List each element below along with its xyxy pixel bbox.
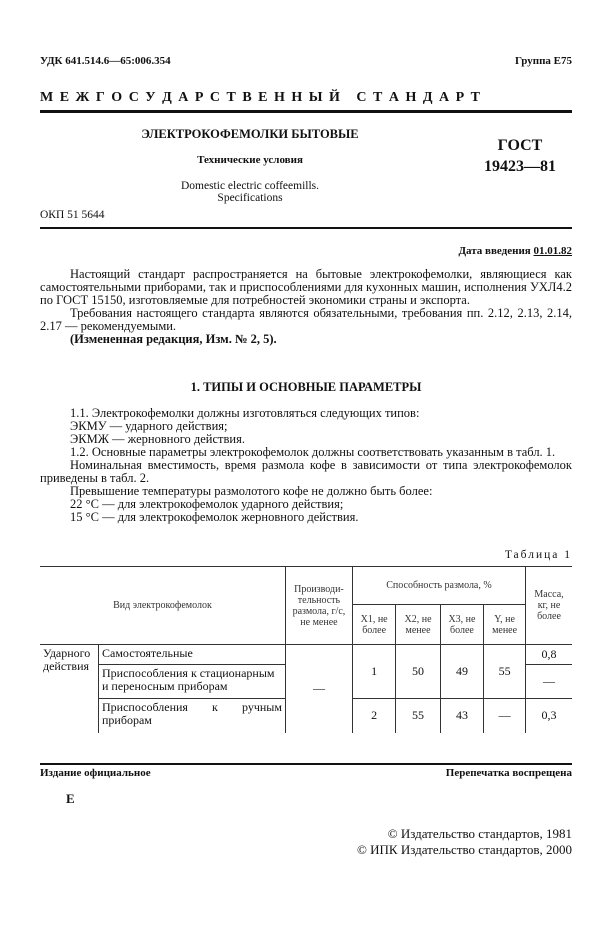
- intro-p2: Требования настоящего стандарта являются обязательными, требования пп. 2.12, 2.13, 2.14, 2.17 — рекомендуемыми.: [40, 306, 572, 333]
- en-subtitle: Specifications: [217, 192, 283, 204]
- effective-date: [458, 245, 572, 257]
- th-x3: X3, не более: [440, 605, 483, 645]
- text-line: 1.1. Электрокофемолки должны изготовляться следующих типов:: [70, 406, 420, 420]
- gost-number: 19423—81: [484, 158, 556, 175]
- th-x2: X2, не менее: [396, 605, 441, 645]
- copyright-1981: © Издательство стандартов, 1981: [387, 826, 572, 841]
- doc-subtitle: Технические условия: [197, 154, 303, 166]
- divider: [40, 763, 572, 765]
- text-line: Превышение температуры размолотого кофе не должно быть более:: [70, 484, 433, 498]
- table-row: [40, 645, 572, 665]
- x3-cell: 49: [440, 645, 483, 699]
- x3-cell: 43: [440, 699, 483, 733]
- group-cell: Ударного действия: [40, 645, 99, 733]
- table-caption: Таблица 1: [504, 549, 572, 561]
- udk: УДК 641.514.6—65:006.354: [40, 55, 171, 67]
- text-line: 1.2. Основные параметры электрокофемолок должны соответствовать указанным в табл. 1.: [70, 445, 556, 459]
- x1-cell: 1: [352, 645, 395, 699]
- th-x1: X1, не более: [352, 605, 395, 645]
- group: Группа Е75: [514, 55, 572, 67]
- text-line: Номинальная вместимость, время размола кофе в зависимости от типа электрокофемолок приведены в табл. 2.: [40, 458, 572, 485]
- y-cell: —: [484, 699, 526, 733]
- parameters-table: [40, 566, 572, 733]
- en-title: Domestic electric coffeemills.: [180, 180, 320, 192]
- letter-mark: Е: [66, 791, 75, 806]
- mass-cell: 0,8: [526, 645, 573, 665]
- performance-cell: —: [285, 645, 352, 733]
- x2-cell: 50: [396, 645, 441, 699]
- row-name: Приспособления к стационарным и переносным приборам: [99, 665, 286, 699]
- th-type: Вид электрокофемолок: [40, 567, 285, 645]
- text-line: ЭКМУ — ударного действия;: [70, 419, 228, 433]
- banner: М Е Ж Г О С У Д А Р С Т В Е Н Н Ы Й С Т А Н Д А Р Т: [40, 90, 482, 105]
- reprint-notice: Перепечатка воспрещена: [445, 767, 572, 779]
- gost-label: ГОСТ: [497, 137, 543, 154]
- date-value: 01.01.82: [533, 245, 572, 257]
- intro-p1: Настоящий стандарт распространяется на бытовые электрокофемолки, являющиеся как самостоятельными приборами, так и приспособлениями для кухонных машин, исполнения УХЛ4.2 по ГОСТ 15150, изготовляемые для потребностей экономики страны и экспорта.: [40, 267, 572, 307]
- mass-cell: 0,3: [526, 699, 573, 733]
- intro: [40, 268, 572, 346]
- th-mass: Масса, кг, не более: [526, 567, 573, 645]
- row-name: Приспособления к ручным приборам: [99, 699, 286, 733]
- okp-code: ОКП 51 5644: [40, 209, 105, 221]
- divider: [40, 110, 572, 113]
- x1-cell: 2: [352, 699, 395, 733]
- section-heading: 1. ТИПЫ И ОСНОВНЫЕ ПАРАМЕТРЫ: [190, 380, 422, 394]
- text-line: ЭКМЖ — жерновного действия.: [70, 432, 245, 446]
- doc-title: ЭЛЕКТРОКОФЕМОЛКИ БЫТОВЫЕ: [141, 127, 359, 141]
- text-line: 15 °С — для электрокофемолок жерновного действия.: [70, 510, 359, 524]
- intro-p3: (Измененная редакция, Изм. № 2, 5).: [70, 332, 277, 346]
- official-edition: Издание официальное: [40, 767, 151, 779]
- copyright-2000: © ИПК Издательство стандартов, 2000: [357, 842, 572, 857]
- row-name: Самостоятельные: [99, 645, 286, 665]
- section-body: [40, 407, 572, 524]
- th-grinding: Способность размола, %: [352, 567, 525, 605]
- th-y: Y, не менее: [484, 605, 526, 645]
- mass-cell: —: [526, 665, 573, 699]
- th-performance: Производи-тельность размола, г/с, не менее: [285, 567, 352, 645]
- y-cell: 55: [484, 645, 526, 699]
- text-line: 22 °С — для электрокофемолок ударного действия;: [70, 497, 344, 511]
- divider: [40, 227, 572, 229]
- x2-cell: 55: [396, 699, 441, 733]
- date-label: Дата введения: [458, 245, 531, 257]
